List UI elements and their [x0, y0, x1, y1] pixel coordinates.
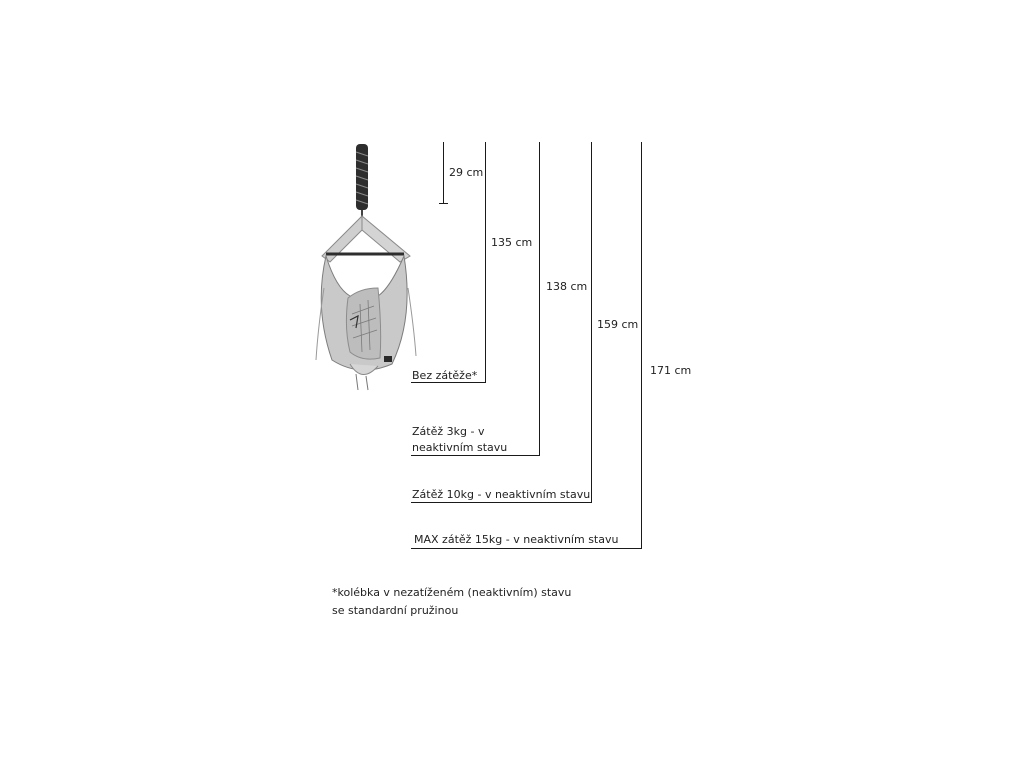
dimension-label-159cm: 159 cm — [597, 318, 639, 331]
load-label-10kg: Zátěž 10kg - v neaktivním stavu — [412, 488, 591, 501]
load-label-max-15kg: MAX zátěž 15kg - v neaktivním stavu — [414, 533, 619, 546]
baseline-171cm — [411, 548, 642, 549]
dimension-line-138cm — [539, 142, 540, 456]
dimension-line-159cm — [591, 142, 592, 503]
dimension-tick-29cm — [439, 203, 448, 204]
baby-hammock-on-spring-icon — [300, 138, 430, 394]
dimension-line-135cm — [485, 142, 486, 383]
dimension-label-138cm: 138 cm — [546, 280, 588, 293]
dimension-line-29cm — [443, 142, 444, 204]
dimension-label-171cm: 171 cm — [650, 364, 692, 377]
dimension-line-171cm — [641, 142, 642, 549]
load-label-3kg-line2: neaktivním stavu — [412, 441, 508, 454]
load-label-no-load: Bez zátěže* — [412, 369, 478, 382]
dimension-label-135cm: 135 cm — [491, 236, 533, 249]
footnote-line-2: se standardní pružinou — [332, 604, 459, 617]
load-label-3kg-line1: Zátěž 3kg - v — [412, 425, 485, 438]
footnote — [332, 584, 571, 620]
footnote-line-1: *kolébka v nezatíženém (neaktivním) stavu — [332, 586, 572, 599]
dimension-label-29cm: 29 cm — [449, 166, 484, 179]
